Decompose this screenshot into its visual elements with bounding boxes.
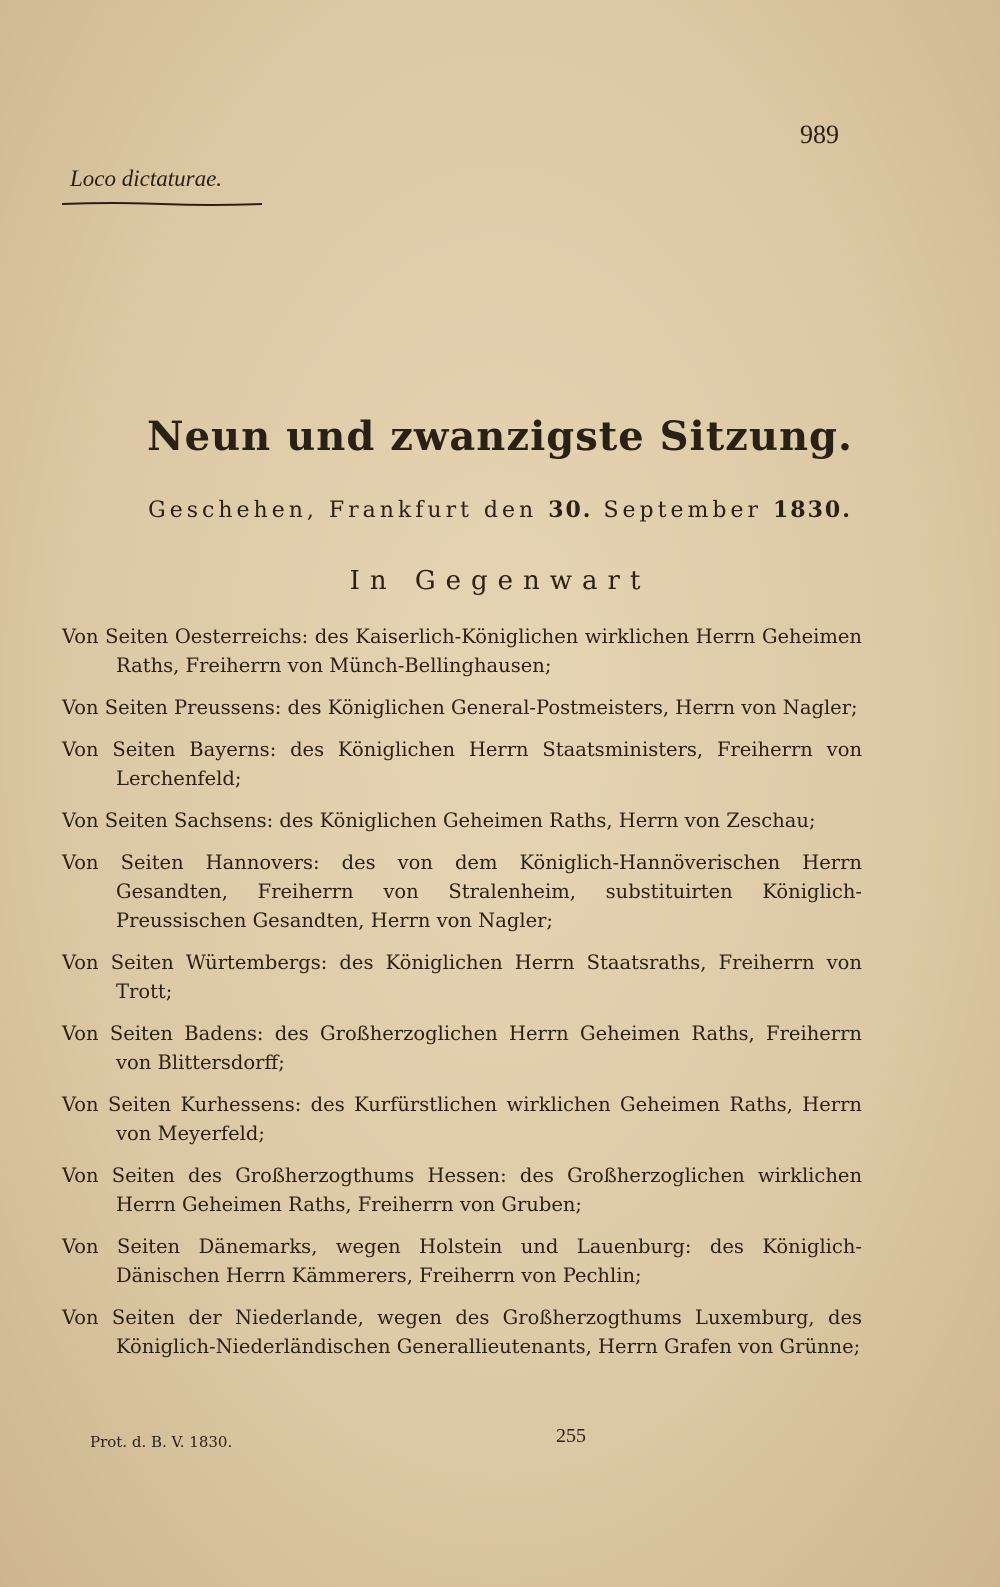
delegate-entry-netherlands: Von Seiten der Niederlande, wegen des Großherzogthums Luxemburg, des Königlich-Niederländischen Generallieutenants, Herrn Grafen von Grünne; [62, 1306, 862, 1358]
page-number: 989 [800, 120, 839, 149]
dateline-year: 1830. [772, 497, 852, 523]
running-head: Loco dictaturae. [70, 166, 223, 191]
delegate-entry-grand-duchy-hesse: Von Seiten des Großherzogthums Hessen: des Großherzoglichen wirklichen Herrn Geheimen Raths, Freiherrn von Gruben; [62, 1164, 862, 1216]
delegate-list [62, 622, 862, 1374]
dateline-month: September [592, 498, 773, 523]
dateline-prefix: Geschehen, Frankfurt den [148, 498, 549, 523]
ornamental-rule [62, 202, 262, 206]
presence-heading: In Gegenwart [349, 566, 651, 596]
footer-signature: Prot. d. B. V. 1830. [90, 1433, 233, 1451]
delegate-entry-austria: Von Seiten Oesterreichs: des Kaiserlich-Königlichen wirklichen Herrn Geheimen Raths, Freiherrn von Münch-Bellinghausen; [62, 625, 862, 677]
dateline-day: 30. [548, 497, 593, 523]
delegate-entry-wurttemberg: Von Seiten Würtembergs: des Königlichen Herrn Staatsraths, Freiherrn von Trott; [62, 951, 862, 1003]
delegate-entry-bavaria: Von Seiten Bayerns: des Königlichen Herrn Staatsministers, Freiherrn von Lerchenfeld; [62, 738, 862, 790]
session-title: Neun und zwanzigste Sitzung. [147, 413, 853, 460]
delegate-entry-electoral-hesse: Von Seiten Kurhessens: des Kurfürstlichen wirklichen Geheimen Raths, Herrn von Meyerfeld; [62, 1093, 862, 1145]
delegate-entry-baden: Von Seiten Badens: des Großherzoglichen Herrn Geheimen Raths, Freiherrn von Blittersdorff; [62, 1022, 862, 1074]
delegate-entry-hanover: Von Seiten Hannovers: des von dem Königlich-Hannöverischen Herrn Gesandten, Freiherrn von Stralenheim, substituirten Königlich-Preussischen Gesandten, Herrn von Nagler; [62, 851, 862, 932]
session-dateline [0, 497, 1000, 523]
delegate-entry-denmark: Von Seiten Dänemarks, wegen Holstein und Lauenburg: des Königlich-Dänischen Herrn Kämmerers, Freiherrn von Pechlin; [62, 1235, 862, 1287]
delegate-entry-saxony: Von Seiten Sachsens: des Königlichen Geheimen Raths, Herrn von Zeschau; [62, 809, 816, 832]
footer-sheet-number: 255 [556, 1425, 586, 1447]
delegate-entry-prussia: Von Seiten Preussens: des Königlichen General-Postmeisters, Herrn von Nagler; [62, 696, 858, 719]
